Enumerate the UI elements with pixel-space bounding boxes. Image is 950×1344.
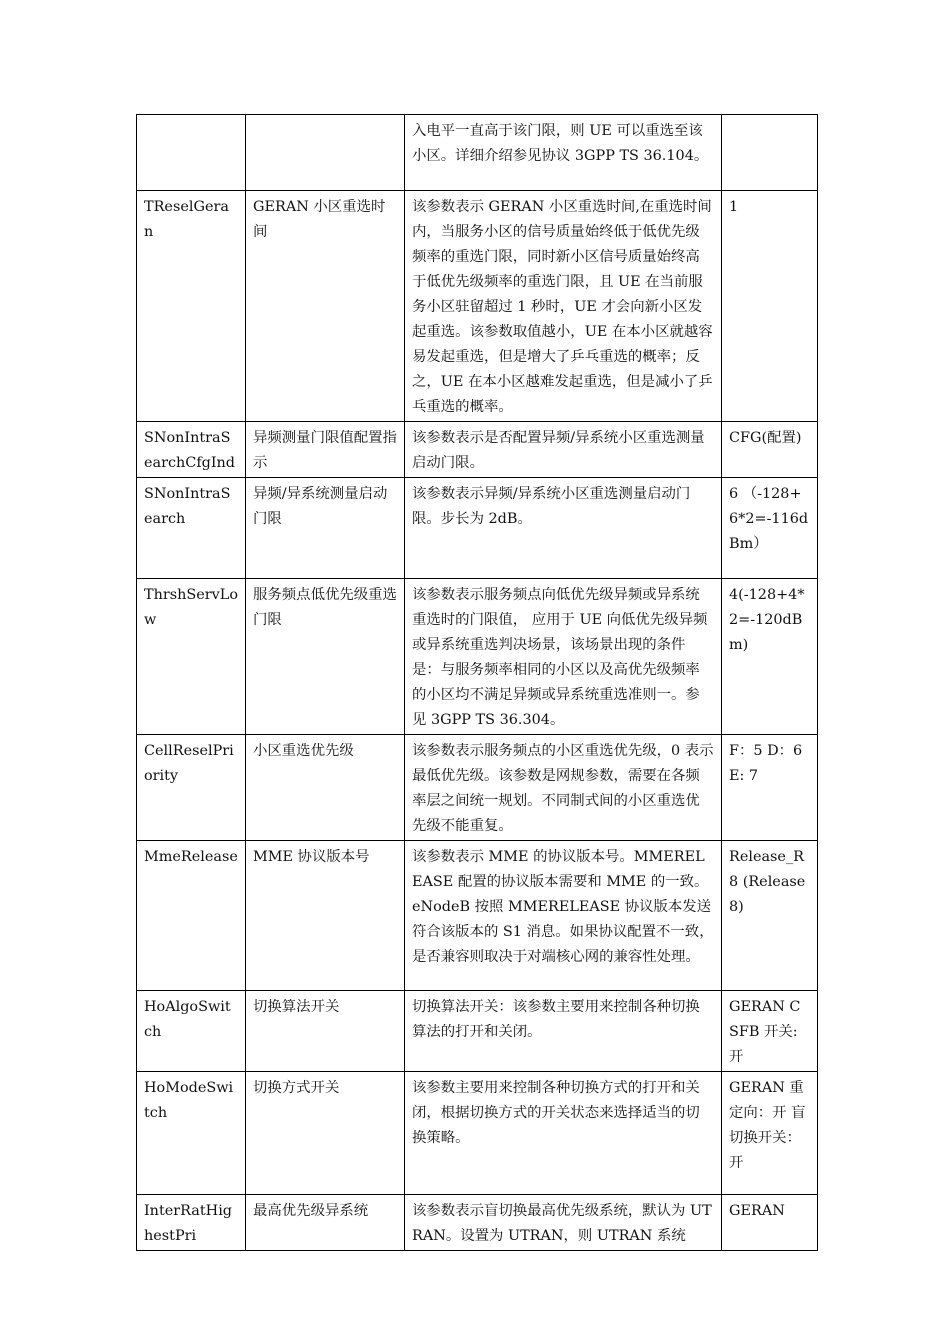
param-value: CFG(配置) bbox=[722, 422, 818, 478]
param-name: TReselGeran bbox=[137, 191, 246, 422]
param-value bbox=[722, 115, 818, 191]
table-row bbox=[137, 115, 818, 191]
param-label: MME 协议版本号 bbox=[246, 841, 405, 991]
param-description: 该参数表示盲切换最高优先级系统，默认为 UTRAN。设置为 UTRAN，则 UTRAN 系统 bbox=[405, 1195, 722, 1251]
param-description: 该参数表示异频/异系统小区重选测量启动门限。步长为 2dB。 bbox=[405, 478, 722, 579]
param-label: 异频测量门限值配置指示 bbox=[246, 422, 405, 478]
param-description: 该参数表示 MME 的协议版本号。MMERELEASE 配置的协议版本需要和 MME 的一致。eNodeB 按照 MMERELEASE 协议版本发送符合该版本的 S1 消息。如果协议配置不一致，是否兼容则取决于对端核心网的兼容性处理。 bbox=[405, 841, 722, 991]
parameter-table bbox=[136, 114, 818, 1251]
param-label: 异频/异系统测量启动门限 bbox=[246, 478, 405, 579]
param-label: 切换方式开关 bbox=[246, 1072, 405, 1195]
table-row bbox=[137, 735, 818, 841]
param-description: 该参数表示是否配置异频/异系统小区重选测量启动门限。 bbox=[405, 422, 722, 478]
param-label: GERAN 小区重选时间 bbox=[246, 191, 405, 422]
table-row bbox=[137, 1195, 818, 1251]
param-value: 6 （-128+6*2=-116dBm） bbox=[722, 478, 818, 579]
param-description: 该参数主要用来控制各种切换方式的打开和关闭，根据切换方式的开关状态来选择适当的切换策略。 bbox=[405, 1072, 722, 1195]
table-row bbox=[137, 478, 818, 579]
param-value: GERAN bbox=[722, 1195, 818, 1251]
param-name: InterRatHighestPri bbox=[137, 1195, 246, 1251]
param-name: SNonIntraSearchCfgInd bbox=[137, 422, 246, 478]
param-name bbox=[137, 115, 246, 191]
param-label bbox=[246, 115, 405, 191]
table-row bbox=[137, 991, 818, 1072]
param-name: CellReselPriority bbox=[137, 735, 246, 841]
param-name: HoModeSwitch bbox=[137, 1072, 246, 1195]
table-row bbox=[137, 579, 818, 735]
table-row bbox=[137, 841, 818, 991]
param-name: HoAlgoSwitch bbox=[137, 991, 246, 1072]
param-description: 该参数表示服务频点的小区重选优先级，0 表示最低优先级。该参数是网规参数，需要在各频率层之间统一规划。不同制式间的小区重选优先级不能重复。 bbox=[405, 735, 722, 841]
param-value: 1 bbox=[722, 191, 818, 422]
param-value: GERAN 重定向：开 盲切换开关：开 bbox=[722, 1072, 818, 1195]
param-name: ThrshServLow bbox=[137, 579, 246, 735]
param-name: SNonIntraSearch bbox=[137, 478, 246, 579]
param-description: 切换算法开关：该参数主要用来控制各种切换算法的打开和关闭。 bbox=[405, 991, 722, 1072]
param-label: 服务频点低优先级重选门限 bbox=[246, 579, 405, 735]
param-value: 4(-128+4*2=-120dBm) bbox=[722, 579, 818, 735]
param-name: MmeRelease bbox=[137, 841, 246, 991]
param-label: 小区重选优先级 bbox=[246, 735, 405, 841]
param-value: Release_R8 (Release 8) bbox=[722, 841, 818, 991]
param-value: GERAN CSFB 开关:开 bbox=[722, 991, 818, 1072]
table-row bbox=[137, 422, 818, 478]
param-description: 入电平一直高于该门限，则 UE 可以重选至该小区。详细介绍参见协议 3GPP TS 36.104。 bbox=[405, 115, 722, 191]
table-row bbox=[137, 191, 818, 422]
table-row bbox=[137, 1072, 818, 1195]
param-description: 该参数表示服务频点向低优先级异频或异系统重选时的门限值， 应用于 UE 向低优先级异频或异系统重选判决场景，该场景出现的条件是：与服务频率相同的小区以及高优先级频率的小区均不满足异频或异系统重选准则一。参见 3GPP TS 36.304。 bbox=[405, 579, 722, 735]
param-label: 最高优先级异系统 bbox=[246, 1195, 405, 1251]
param-label: 切换算法开关 bbox=[246, 991, 405, 1072]
param-value: F：5 D：6 E: 7 bbox=[722, 735, 818, 841]
param-description: 该参数表示 GERAN 小区重选时间,在重选时间内，当服务小区的信号质量始终低于低优先级频率的重选门限，同时新小区信号质量始终高于低优先级频率的重选门限，且 UE 在当前服务小区驻留超过 1 秒时，UE 才会向新小区发起重选。该参数取值越小，UE 在本小区就越容易发起重选，但是增大了乒乓重选的概率；反之，UE 在本小区越难发起重选，但是减小了乒乓重选的概率。 bbox=[405, 191, 722, 422]
